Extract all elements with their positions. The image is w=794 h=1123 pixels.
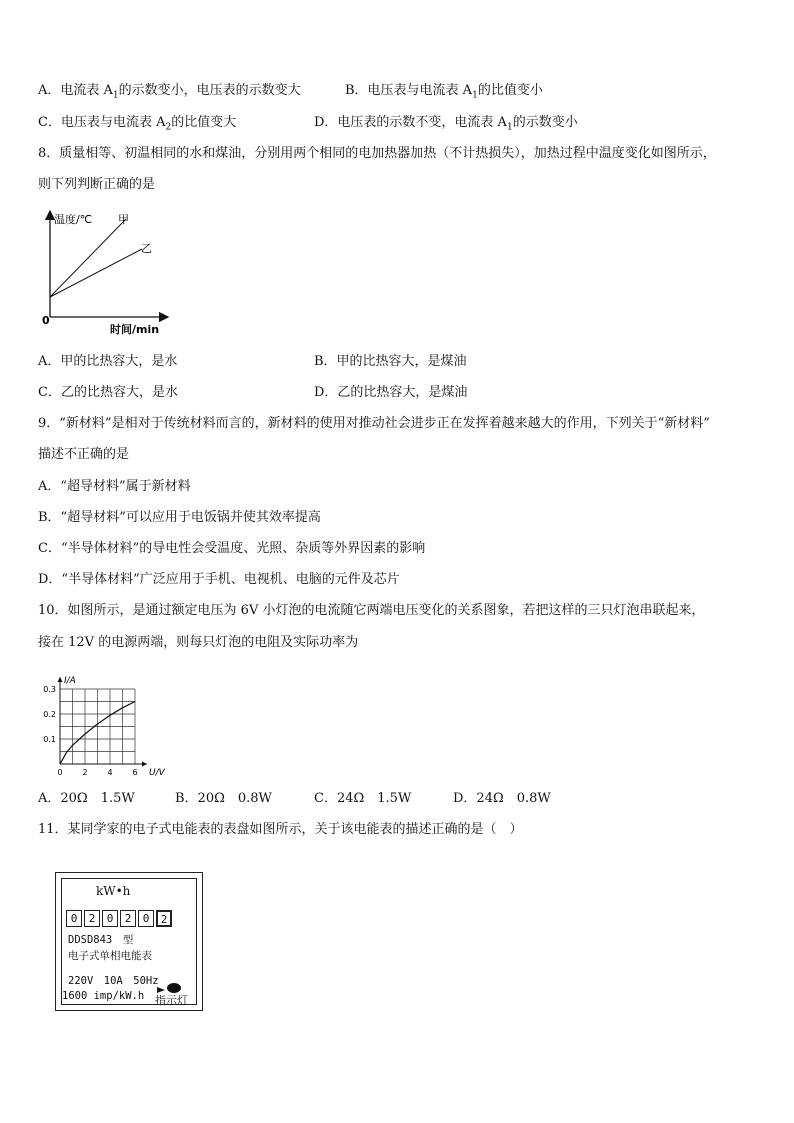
subscript: 1 (506, 122, 513, 133)
q7-option-d (314, 115, 578, 136)
meter-digit-display (66, 910, 174, 927)
meter-unit: kW•h (96, 884, 131, 898)
series-yi-label: 乙 (141, 242, 152, 255)
y-tick-label: 0.2 (43, 710, 56, 719)
x-axis-arrow-icon (142, 762, 147, 767)
q9-option-c: C．“半导体材料”的导电性会受温度、光照、杂质等外界因素的影响 (38, 541, 426, 556)
series-yi-line (50, 249, 142, 297)
q8-option-b: B．甲的比热容大，是煤油 (314, 354, 467, 369)
option-text: B．电压表与电流表 A (345, 83, 473, 98)
q10-option-d: D．24Ω 0.8W (453, 791, 551, 806)
q8-option-a: A．甲的比热容大，是水 (38, 354, 178, 369)
x-tick-label: 2 (82, 768, 88, 776)
option-text: D．电压表的示数不变，电流表 A (314, 115, 507, 130)
y-axis-label: I/A (64, 676, 76, 686)
q8-stem-line2: 则下列判断正确的是 (38, 177, 156, 192)
chart-axes (58, 677, 148, 767)
origin-label: 0 (42, 314, 50, 327)
meter-digit: 2 (84, 910, 100, 927)
meter-ratings: 220V 10A 50Hz (68, 975, 159, 987)
y-axis-label: 温度/℃ (54, 213, 93, 226)
q10-stem-line1: 10．如图所示，是通过额定电压为 6V 小灯泡的电流随它两端电压变化的关系图象，若把这样的三只灯泡串联起来， (38, 603, 705, 618)
option-text: 的比值变小 (477, 83, 543, 98)
q10-current-voltage-chart (36, 668, 176, 776)
option-text: 的比值变大 (171, 115, 237, 130)
q9-stem-line1: 9．“新材料”是相对于传统材料而言的，新材料的使用对推动社会进步正在发挥着越来越大的作用，下列关于“新材料” (38, 416, 710, 431)
x-tick-label: 4 (107, 768, 113, 776)
meter-digit: 0 (66, 910, 82, 927)
q8-temperature-graph (38, 205, 178, 340)
x-tick-label: 0 (57, 768, 63, 776)
q8-stem-line1: 8．质量相等、初温相同的水和煤油，分别用两个相同的电加热器加热（不计热损失），加热过程中温度变化如图所示， (38, 146, 716, 161)
y-axis-arrow-icon (58, 677, 63, 682)
option-text: A．电流表 A (38, 83, 113, 98)
chart-tick-labels (43, 685, 137, 776)
meter-digit: 2 (120, 910, 136, 927)
series-jia-line (50, 219, 126, 297)
y-tick-label: 0.3 (43, 685, 56, 694)
q7-option-a (38, 83, 301, 104)
q10-option-a: A．20Ω 1.5W (38, 791, 135, 806)
indicator-label: 指示灯 (155, 994, 188, 1007)
x-axis-label: U/V (149, 768, 165, 776)
subscript: 2 (165, 122, 172, 133)
meter-digit: 0 (102, 910, 118, 927)
chart-grid (60, 689, 135, 764)
q7-option-b (345, 83, 543, 104)
option-text: 的示数变小，电压表的示数变大 (118, 83, 301, 98)
q8-option-c: C．乙的比热容大，是水 (38, 385, 178, 400)
q10-stem-line2: 接在 12V 的电源两端，则每只灯泡的电阻及实际功率为 (38, 635, 359, 650)
x-axis-label: 时间/min (110, 323, 160, 336)
q9-option-d: D．“半导体材料”广泛应用于手机、电视机、电脑的元件及芯片 (38, 572, 400, 587)
subscript: 1 (112, 90, 119, 101)
q7-option-c (38, 115, 236, 136)
option-text: 的示数变小 (512, 115, 578, 130)
q9-option-b: B．“超导材料”可以应用于电饭锅并使其效率提高 (38, 510, 321, 525)
q10-option-b: B．20Ω 0.8W (175, 791, 272, 806)
q9-stem-line2: 描述不正确的是 (38, 447, 130, 462)
subscript: 1 (472, 90, 478, 101)
q11-stem: 11．某同学家的电子式电能表的表盘如图所示，关于该电能表的描述正确的是（ ） (38, 822, 523, 837)
x-tick-label: 6 (132, 768, 138, 776)
meter-model: DDSD843 型 (68, 934, 134, 946)
option-text: C．电压表与电流表 A (38, 115, 166, 130)
q9-option-a: A．“超导材料”属于新材料 (38, 479, 191, 494)
meter-digit: 0 (138, 910, 154, 927)
meter-constant: 1600 imp/kW.h (62, 990, 145, 1002)
q8-option-d: D．乙的比热容大，是煤油 (314, 385, 468, 400)
y-tick-label: 0.1 (43, 735, 56, 744)
meter-name: 电子式单相电能表 (68, 950, 152, 962)
q10-option-c: C．24Ω 1.5W (314, 791, 412, 806)
meter-digit-decimal: 2 (156, 910, 172, 927)
series-jia-label: 甲 (118, 213, 129, 226)
energy-meter-panel (55, 872, 203, 1011)
